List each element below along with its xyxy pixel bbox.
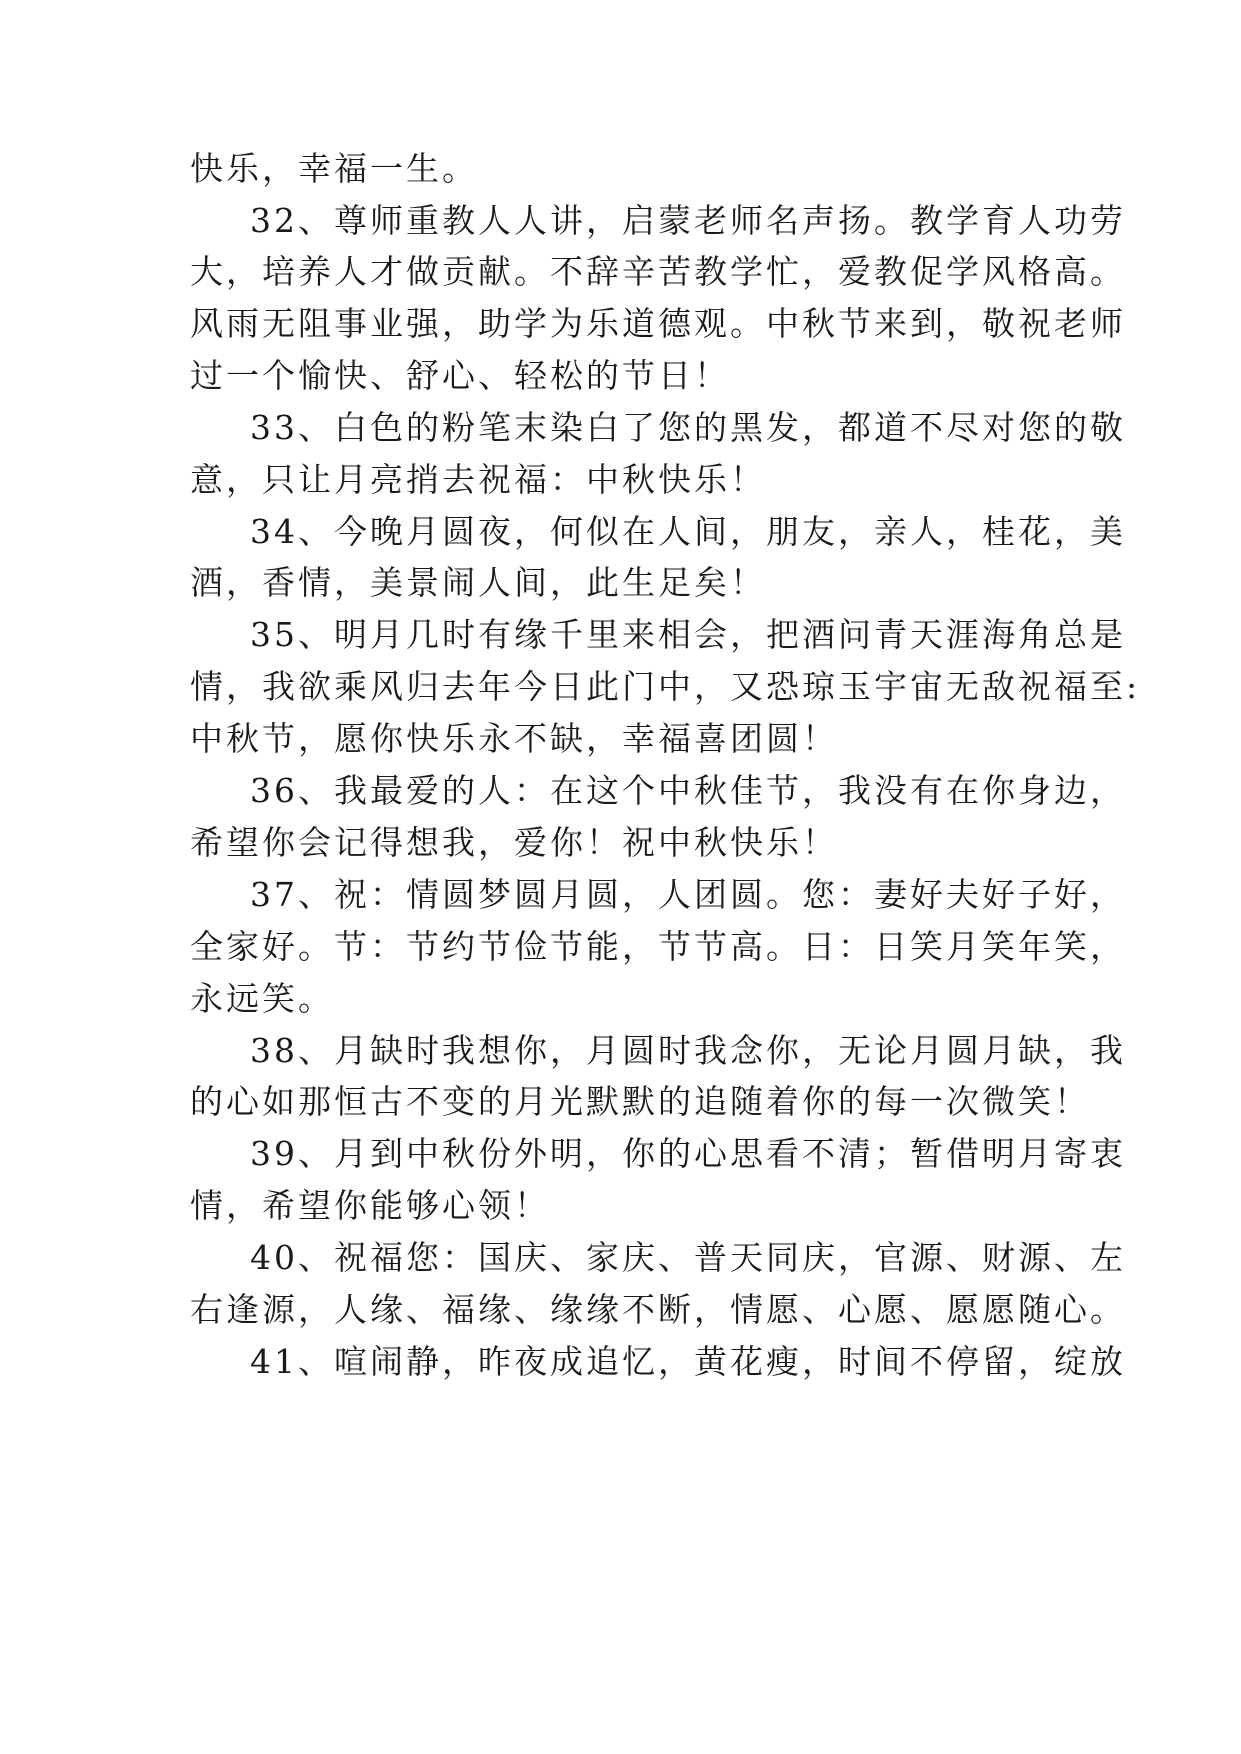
text-line: 35、明月几时有缘千里来相会，把酒问青天涯海角总是 <box>250 615 1126 654</box>
text-line: 36、我最爱的人：在这个中秋佳节，我没有在你身边， <box>250 771 1126 810</box>
text-line: 40、祝福您：国庆、家庆、普天同庆，官源、财源、左 <box>250 1238 1126 1277</box>
text-line: 的心如那恒古不变的月光默默的追随着你的每一次微笑！ <box>190 1082 1090 1121</box>
text-line: 39、月到中秋份外明，你的心思看不清；暂借明月寄衷 <box>250 1134 1126 1173</box>
text-line: 32、尊师重教人人讲，启蒙老师名声扬。教学育人功劳 <box>250 201 1126 240</box>
text-line: 情，希望你能够心领！ <box>190 1186 550 1225</box>
text-line: 酒，香情，美景闹人间，此生足矣！ <box>190 563 766 602</box>
text-line: 过一个愉快、舒心、轻松的节日！ <box>190 356 730 395</box>
text-line: 中秋节，愿你快乐永不缺，幸福喜团圆！ <box>190 719 838 758</box>
text-line: 38、月缺时我想你，月圆时我念你，无论月圆月缺，我 <box>250 1031 1126 1070</box>
text-line: 37、祝：情圆梦圆月圆，人团圆。您：妻好夫好子好， <box>250 875 1126 914</box>
text-line: 33、白色的粉笔末染白了您的黑发，都道不尽对您的敬 <box>250 408 1126 447</box>
text-line: 快乐，幸福一生。 <box>190 149 478 188</box>
text-line: 希望你会记得想我，爱你！祝中秋快乐！ <box>190 823 838 862</box>
text-line: 意，只让月亮捎去祝福：中秋快乐！ <box>190 460 766 499</box>
text-line: 全家好。节：节约节俭节能，节节高。日：日笑月笑年笑， <box>190 927 1126 966</box>
text-line: 右逢源，人缘、福缘、缘缘不断，情愿、心愿、愿愿随心。 <box>190 1290 1126 1329</box>
text-line: 41、喧闹静，昨夜成追忆，黄花瘦，时间不停留，绽放 <box>250 1342 1126 1381</box>
text-line: 情，我欲乘风归去年今日此门中，又恐琼玉宇宙无敌祝福至: <box>190 667 1141 706</box>
text-line: 永远笑。 <box>190 979 334 1018</box>
text-line: 34、今晚月圆夜，何似在人间，朋友，亲人，桂花，美 <box>250 512 1126 551</box>
text-line: 大，培养人才做贡献。不辞辛苦教学忙，爱教促学风格高。 <box>190 252 1126 291</box>
text-line: 风雨无阻事业强，助学为乐道德观。中秋节来到，敬祝老师 <box>190 304 1126 343</box>
